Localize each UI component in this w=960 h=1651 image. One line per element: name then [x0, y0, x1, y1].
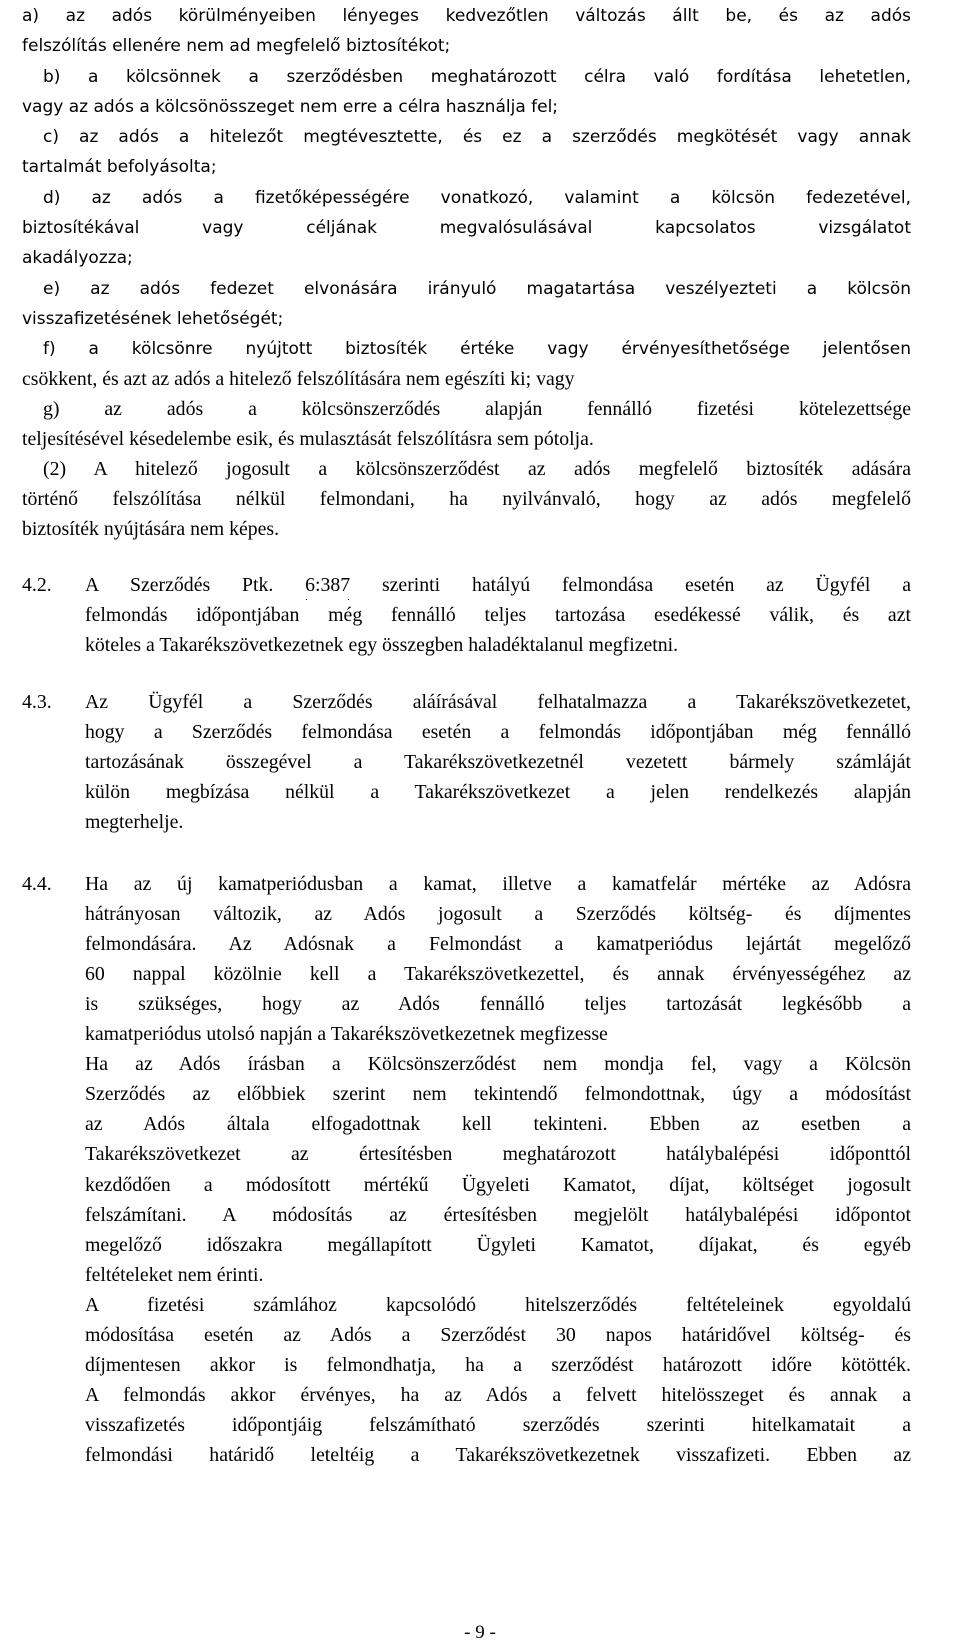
text-line: f) a kölcsönre nyújtott biztosíték értéke vagy érvényesíthetősége jelentősen: [43, 339, 911, 359]
text-line: tartalmát befolyásolta;: [22, 157, 217, 177]
text-line: (2) A hitelező jogosult a kölcsönszerződést az adós megfelelő biztosíték adására: [43, 458, 911, 480]
footnote-mark: 6:387: [305, 570, 350, 600]
text-line: Ha az új kamatperiódusban a kamat, illetve a kamatfelár mértéke az Adósra: [85, 873, 911, 895]
text-line: biztosítékával vagy céljának megvalósulásával kapcsolatos vizsgálatot: [22, 218, 911, 238]
text-line: kamatperiódus utolsó napján a Takarékszövetkezetnek megfizesse: [85, 1023, 608, 1045]
text-line: teljesítésével késedelembe esik, és mulasztását felszólításra sem pótolja.: [22, 428, 594, 450]
text-line: csökkent, és azt az adós a hitelező felszólítására nem egészíti ki; vagy: [22, 368, 575, 390]
text-line: visszafizetésének lehetőségét;: [22, 309, 284, 329]
text-line: köteles a Takarékszövetkezetnek egy összegben haladéktalanul megfizetni.: [85, 634, 679, 656]
text-line: Ha az Adós írásban a Kölcsönszerződést nem mondja fel, vagy a Kölcsön: [85, 1053, 911, 1075]
text-line: Takarékszövetkezet az értesítésben meghatározott hatálybalépési időponttól: [85, 1143, 911, 1165]
text-line: visszafizetés időpontjáig felszámítható szerződés szerinti hitelkamatait a: [85, 1414, 911, 1436]
text-line: akadályozza;: [22, 248, 133, 268]
text-line: megterhelje.: [85, 811, 184, 833]
text-line: külön megbízása nélkül a Takarékszövetkezet a jelen rendelkezés alapján: [85, 781, 911, 803]
text-line: felmondás időpontjában még fennálló teljes tartozása esedékessé válik, és azt: [85, 604, 911, 626]
text-line: a) az adós körülményeiben lényeges kedvezőtlen változás állt be, és az adós: [22, 6, 911, 26]
text-line: A fizetési számlához kapcsolódó hitelszerződés feltételeinek egyoldalú: [85, 1294, 911, 1316]
text-line: hátrányosan változik, az Adós jogosult a Szerződés költség- és díjmentes: [85, 903, 911, 925]
text-line: felmondására. Az Adósnak a Felmondást a kamatperiódus lejártát megelőző: [85, 933, 911, 955]
text-line: Szerződés az előbbiek szerint nem tekintendő felmondottnak, úgy a módosítást: [85, 1083, 911, 1105]
text-line: c) az adós a hitelezőt megtévesztette, és ez a szerződés megkötését vagy annak: [43, 127, 911, 147]
text-line: történő felszólítása nélkül felmondani, ha nyilvánvaló, hogy az adós megfelelő: [22, 488, 911, 510]
text-line: e) az adós fedezet elvonására irányuló magatartása veszélyezteti a kölcsön: [43, 279, 911, 299]
text-line: d) az adós a fizetőképességére vonatkozó, valamint a kölcsön fedezetével,: [43, 188, 911, 208]
text-line: az Adós általa elfogadottnak kell tekinteni. Ebben az esetben a: [85, 1113, 911, 1135]
text-line: módosítása esetén az Adós a Szerződést 30 napos határidővel költség- és: [85, 1324, 911, 1346]
text-line: díjmentesen akkor is felmondhatja, ha a szerződést határozott időre kötötték.: [85, 1354, 911, 1376]
text-line: felszólítás ellenére nem ad megfelelő biztosítékot;: [22, 36, 451, 56]
section-number: 4.2.: [22, 574, 52, 596]
text-line: is szükséges, hogy az Adós fennálló teljes tartozását legkésőbb a: [85, 993, 911, 1015]
text-line: kezdődően a módosított mértékű Ügyeleti Kamatot, díjat, költséget jogosult: [85, 1174, 911, 1196]
text-line: A felmondás akkor érvényes, ha az Adós a felvett hitelösszeget és annak a: [85, 1384, 911, 1406]
text-line: felszámítani. A módosítás az értesítésben megjelölt hatálybalépési időpontot: [85, 1204, 911, 1226]
section-number: 4.3.: [22, 691, 52, 713]
text-line: felmondási határidő leteltéig a Takarékszövetkezetnek visszafizeti. Ebben az: [85, 1444, 911, 1466]
text-line: hogy a Szerződés felmondása esetén a felmondás időpontjában még fennálló: [85, 721, 911, 743]
text-line: Az Ügyfél a Szerződés aláírásával felhatalmazza a Takarékszövetkezetet,: [85, 691, 911, 713]
text-line: 60 nappal közölnie kell a Takarékszövetkezettel, és annak érvényességéhez az: [85, 963, 911, 985]
page-number: - 9 -: [464, 1622, 496, 1643]
text-line: g) az adós a kölcsönszerződés alapján fennálló fizetési kötelezettsége: [43, 398, 911, 420]
text-line: biztosíték nyújtására nem képes.: [22, 518, 280, 540]
text-line: A Szerződés Ptk. 6:387 szerinti hatályú felmondása esetén az Ügyfél a: [85, 570, 911, 600]
text-line: feltételeket nem érinti.: [85, 1264, 264, 1286]
text-line: b) a kölcsönnek a szerződésben meghatározott célra való fordítása lehetetlen,: [43, 67, 911, 87]
text-line: megelőző időszakra megállapított Ügyleti Kamatot, díjakat, és egyéb: [85, 1234, 911, 1256]
text-line: vagy az adós a kölcsönösszeget nem erre a célra használja fel;: [22, 97, 559, 117]
section-number: 4.4.: [22, 873, 52, 895]
text-line: tartozásának összegével a Takarékszövetkezetnél vezetett bármely számláját: [85, 751, 911, 773]
